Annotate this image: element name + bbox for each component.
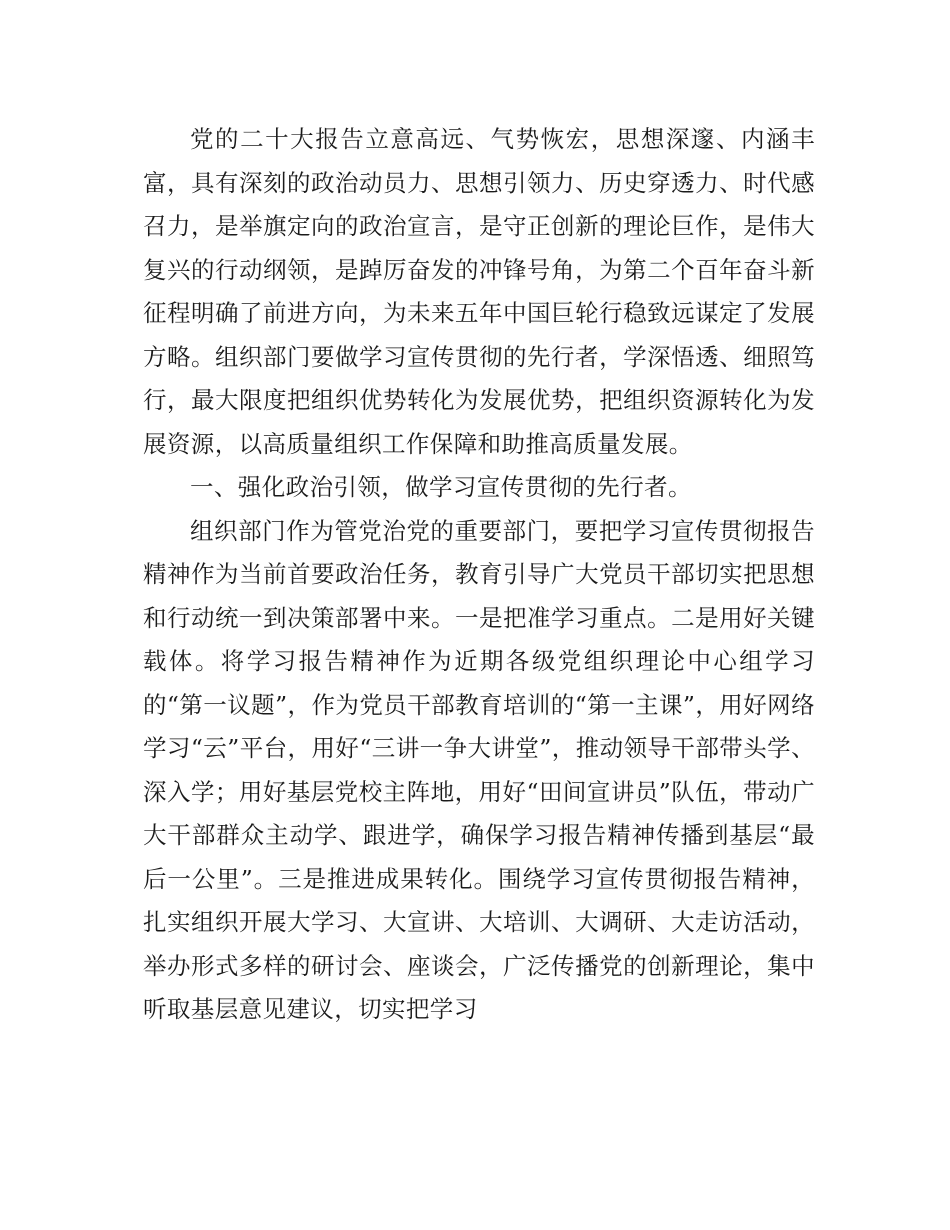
intro-paragraph: 党的二十大报告立意高远、气势恢宏，思想深邃、内涵丰富，具有深刻的政治动员力、思想引领力、历史穿透力、时代感召力，是举旗定向的政治宣言，是守正创新的理论巨作，是伟大复兴的行动纲领，是踔厉奋发的冲锋号角，为第二个百年奋斗新征程明确了前进方向，为未来五年中国巨轮行稳致远谋定了发展方略。组织部门要做学习宣传贯彻的先行者，学深悟透、细照笃行，最大限度把组织优势转化为发展优势，把组织资源转化为发展资源，以高质量组织工作保障和助推高质量发展。 bbox=[143, 125, 815, 458]
section-1-paragraph: 组织部门作为管党治党的重要部门，要把学习宣传贯彻报告精神作为当前首要政治任务，教育引导广大党员干部切实把思想和行动统一到决策部署中来。一是把准学习重点。二是用好关键载体。将学习报告精神作为近期各级党组织理论中心组学习的“第一议题”，作为党员干部教育培训的“第一主课”，用好网络学习“云”平台，用好“三讲一争大讲堂”，推动领导干部带头学、深入学；用好基层党校主阵地，用好“田间宣讲员”队伍，带动广大干部群众主动学、跟进学，确保学习报告精神传播到基层“最后一公里”。三是推进成果转化。围绕学习宣传贯彻报告精神，扎实组织开展大学习、大宣讲、大培训、大调研、大走访活动，举办形式多样的研讨会、座谈会，广泛传播党的创新理论，集中听取基层意见建议，切实把学习 bbox=[143, 516, 815, 1023]
section-heading-1: 一、强化政治引领，做学习宣传贯彻的先行者。 bbox=[190, 473, 692, 501]
document-body bbox=[143, 118, 815, 1032]
